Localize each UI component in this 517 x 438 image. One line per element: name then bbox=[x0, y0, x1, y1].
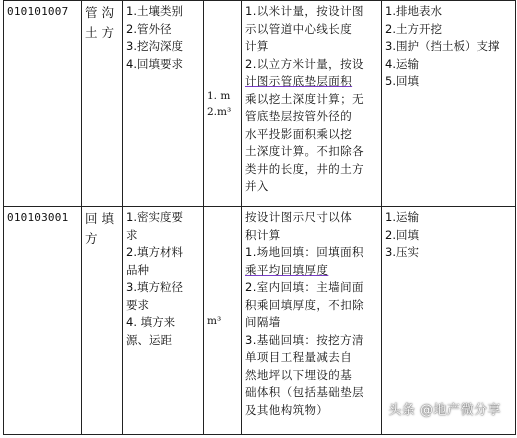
rule-line: 土深度计算。不扣除各 bbox=[245, 144, 364, 158]
rule-line: 积乘回填厚度，不扣除 bbox=[245, 297, 364, 312]
rule-line: 单项目工程量减去自 bbox=[245, 350, 353, 364]
unit-line: 1. m bbox=[207, 89, 231, 102]
rule-line: 积计算 bbox=[245, 227, 281, 242]
rule-line: 计算 bbox=[245, 39, 269, 53]
rule-line: 并入 bbox=[245, 179, 269, 193]
unit-line: m³ bbox=[207, 314, 222, 327]
feature-line: 4.回填要求 bbox=[126, 56, 183, 71]
item-code-cell bbox=[4, 207, 82, 435]
unit-cell bbox=[204, 207, 242, 435]
item-code: 010101007 bbox=[7, 5, 69, 18]
work-line: 1.排地表水 bbox=[385, 4, 442, 18]
quantity-rules-table bbox=[3, 0, 516, 435]
rule-line: 2.以立方米计量，按设 bbox=[245, 56, 364, 71]
feature-line: 求 bbox=[126, 227, 138, 242]
unit-line: 2.m³ bbox=[207, 105, 232, 118]
item-name-cell bbox=[82, 207, 123, 435]
item-code-cell bbox=[4, 1, 82, 207]
source-watermark: 头条 @地产微分享 bbox=[388, 403, 501, 418]
work-content-cell bbox=[382, 1, 516, 207]
rule-line: 1.以米计量，按设计图 bbox=[245, 4, 364, 18]
rule-line: 础体积（包括基础垫层 bbox=[245, 385, 364, 399]
rule-line: 及其他构筑物） bbox=[245, 402, 329, 417]
rule-line: 3.基础回填：按挖方清 bbox=[245, 332, 364, 347]
feature-line: 源、运距 bbox=[126, 332, 172, 347]
feature-line: 3.挖沟深度 bbox=[126, 39, 183, 53]
table-row bbox=[4, 1, 516, 207]
feature-line: 1.土壤类别 bbox=[126, 4, 183, 18]
work-line: 1.运输 bbox=[385, 210, 419, 224]
rule-line: 2.室内回填：主墙间面 bbox=[245, 280, 364, 294]
work-line: 2.回填 bbox=[385, 227, 419, 242]
rule-line: 示以管道中心线长度 bbox=[245, 21, 353, 36]
work-line: 2.土方开挖 bbox=[385, 21, 442, 36]
rule-line: 类井的长度，井的土方 bbox=[245, 161, 364, 176]
work-line: 3.压实 bbox=[385, 245, 419, 259]
feature-line: 2.填方材料 bbox=[126, 245, 183, 259]
feature-line: 要求 bbox=[126, 297, 149, 312]
work-line: 5.回填 bbox=[385, 74, 419, 88]
rule-line: 乘平均回填厚度 bbox=[245, 262, 329, 277]
rule-line: 乘以挖土深度计算；无 bbox=[245, 91, 364, 106]
work-line: 4.运输 bbox=[385, 56, 419, 71]
item-code: 010103001 bbox=[7, 211, 69, 224]
feature-line: 品种 bbox=[126, 262, 149, 277]
item-name: 管沟土方 bbox=[85, 5, 119, 40]
item-features-cell bbox=[123, 207, 204, 435]
rule-line: 水平投影面积乘以挖 bbox=[245, 126, 353, 141]
unit-cell bbox=[204, 1, 242, 207]
calculation-rule-cell bbox=[242, 1, 382, 207]
work-line: 3.围护（挡土板）支撑 bbox=[385, 39, 500, 53]
item-features-cell bbox=[123, 1, 204, 207]
calculation-rule-cell bbox=[242, 207, 382, 435]
feature-line: 4. 填方来 bbox=[126, 315, 176, 329]
item-name-cell bbox=[82, 1, 123, 207]
rule-line: 计图示管底垫层面积 bbox=[245, 74, 353, 88]
rule-line: 管底垫层按管外径的 bbox=[245, 109, 353, 123]
rule-line: 间隔墙 bbox=[245, 315, 281, 329]
rule-line: 然地坪以下埋设的基 bbox=[245, 367, 353, 382]
item-name: 回填方 bbox=[85, 211, 119, 246]
feature-line: 2.管外径 bbox=[126, 21, 172, 36]
rule-line: 1.场地回填：回填面积 bbox=[245, 245, 364, 259]
rule-line: 按设计图示尺寸以体 bbox=[245, 210, 353, 224]
feature-line: 1.密实度要 bbox=[126, 210, 183, 224]
feature-line: 3.填方粒径 bbox=[126, 280, 183, 294]
